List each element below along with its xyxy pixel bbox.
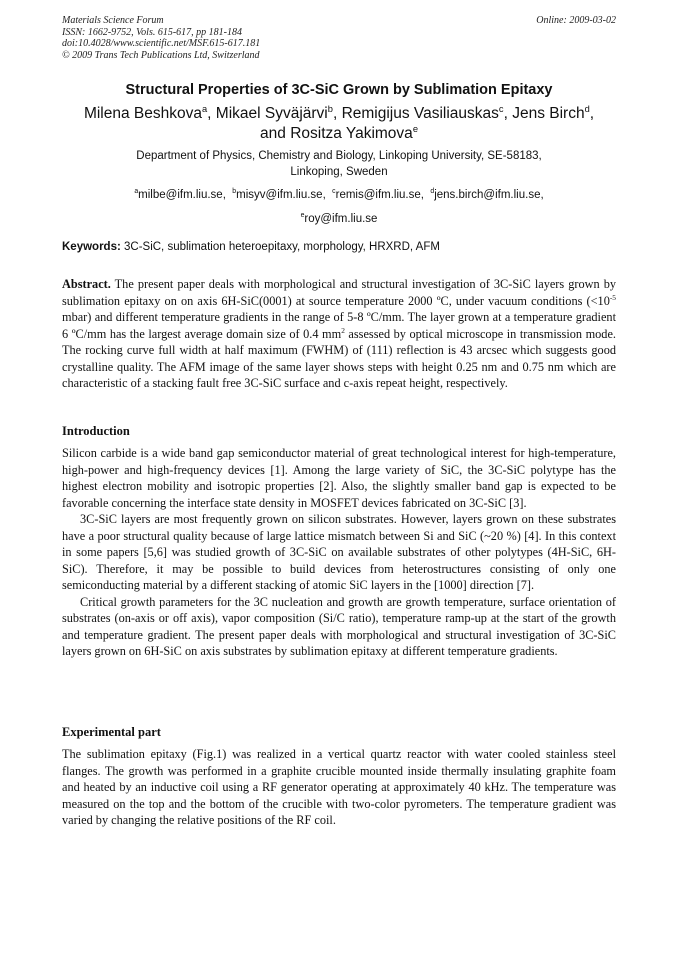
email-mark: d [430,188,435,196]
affiliation-line-1: Department of Physics, Chemistry and Biology, Linkoping University, SE-58183, [136,150,542,162]
author-name: Jens Birch [512,105,585,122]
email-address: roy@ifm.liu.se [304,213,378,225]
author-mark: e [412,123,418,134]
email-address: milbe@ifm.liu.se, [138,189,226,201]
author-mark: d [584,103,590,114]
paper-title: Structural Properties of 3C-SiC Grown by Sublimation Epitaxy [125,82,553,98]
introduction-heading: Introduction [62,424,130,438]
keywords-text: 3C-SiC, sublimation heteroepitaxy, morphology, HRXRD, AFM [124,241,440,253]
abstract-text-2: mbar) and different temperature gradients in the range of 5-8 ºC/mm. The layer grown at a temperature gradient 6 ºC/mm has the largest average domain size of 0.4 mm [62,310,616,341]
author-name: Rositza Yakimova [290,125,413,142]
experimental-paragraph: The sublimation epitaxy (Fig.1) was realized in a vertical quartz reactor with water cooled stainless steel flanges. The growth was performed in a graphite crucible mounted inside thermally insulating graphite foam and heated by an inductive coil using a RF generator operating at approximately 40 kHz. The temperature was measured on the top and the bottom of the crucible with two-color pyrometers. The temperature gradient was varied by changing the relative positions of the RF coil. [62,747,616,827]
intro-paragraph-3: Critical growth parameters for the 3C nucleation and growth are growth temperature, surface orientation of substrates (on-axis or off axis), vapor composition (Si/C ratio), temperature ramp-up at the start of the growth and temperature gradient. The present paper deals with morphological and structural investigation of 3C-SiC layers grown on 6H-SiC on axis substrates by sublimation epitaxy at different temperature gradients. [62,594,616,658]
email-list [40,183,638,231]
author-name: Milena Beshkova [83,105,202,122]
introduction-body [62,445,616,660]
abstract-text-1: The present paper deals with morphological and structural investigation of 3C-SiC layers grown by sublimation epitaxy on on axis 6H-SiC(0001) at source temperature 2000 ºC, under vacuum conditions (<10 [62,277,616,308]
author-mark: c [498,103,504,114]
journal-issn: ISSN: 1662-9752, Vols. 615-617, pp 181-184 [62,26,242,38]
affiliation-line-2: Linkoping, Sweden [290,166,388,178]
author-line-2 [40,124,638,144]
intro-paragraph-2: 3C-SiC layers are most frequently grown on silicon substrates. However, layers grown on these substrates have a poor structural quality because of large lattice mismatch between Si and SiC (~20 %) [4]. In this context in some papers [5,6] was studied growth of 3C-SiC on available substrates of other polytypes (4H-SiC, 6H-SiC). Therefore, it may be possible to build devices from heterostructures consisting of only one semiconducting material by a different stacking of atomic SiC layers in the [1000] direction [7]. [62,512,616,592]
abstract-text-3: assessed by optical microscope in transmission mode. The rocking curve full width at half maximum (FWHM) of (111) reflection is 43 arcsec which suggests good crystalline quality. The AFM image of the same layer shows steps with height 0.25 nm and 0.75 nm which are characteristic of a stacking fault free 3C-SiC surface and c-axis repeat height, respectively. [62,326,616,390]
author-line-1: Milena Beshkova$^a$, Mikael Syväjärvi$^b$, Remigijus Vasiliauskas$^c$, Jens Birch$^d$, [83,103,595,122]
experimental-body [62,746,616,829]
author-name: Remigijus Vasiliauskas [341,105,499,122]
email-address: misyv@ifm.liu.se, [236,189,326,201]
author-name: Mikael Syväjärvi [215,105,328,122]
keywords-label: Keywords: [62,241,121,253]
online-date: Online: 2009-03-02 [536,15,616,26]
keywords [62,241,616,253]
journal-doi: doi:10.4028/www.scientific.net/MSF.615-617.181 [62,38,261,49]
email-mark: b [232,188,237,196]
email-mark: a [134,188,139,196]
abstract-sup-1: -5 [609,292,616,302]
affiliation [60,148,618,180]
email-line-2 [40,207,638,231]
abstract [62,276,616,392]
author-mark: a [201,103,208,114]
journal-header [62,15,616,61]
author-list [40,104,638,144]
email-mark: c [332,188,336,196]
author-mark: b [327,103,333,114]
experimental-heading: Experimental part [62,725,161,739]
email-address: jens.birch@ifm.liu.se, [434,189,544,201]
email-address: remis@ifm.liu.se, [335,189,424,201]
abstract-label: Abstract. [62,277,111,291]
abstract-sup-2: 2 [341,325,345,335]
intro-paragraph-1: Silicon carbide is a wide band gap semiconductor material of great technological interest for high-temperature, high-power and high-frequency devices [1]. Among the large variety of SiC, the 3C-SiC polytype has the highest electron mobility and isotropic properties [2]. Also, the slightly smaller band gap is expected to be favorable concerning the interface state density in MOSFET devices fabricated on 3C-SiC [3]. [62,446,616,510]
authors-and: and [260,125,286,142]
journal-name: Materials Science Forum [62,15,164,26]
journal-copyright: © 2009 Trans Tech Publications Ltd, Switzerland [62,49,260,61]
abstract-paragraph [62,276,616,392]
email-mark: e [300,212,305,220]
email-line-1 [40,183,638,207]
